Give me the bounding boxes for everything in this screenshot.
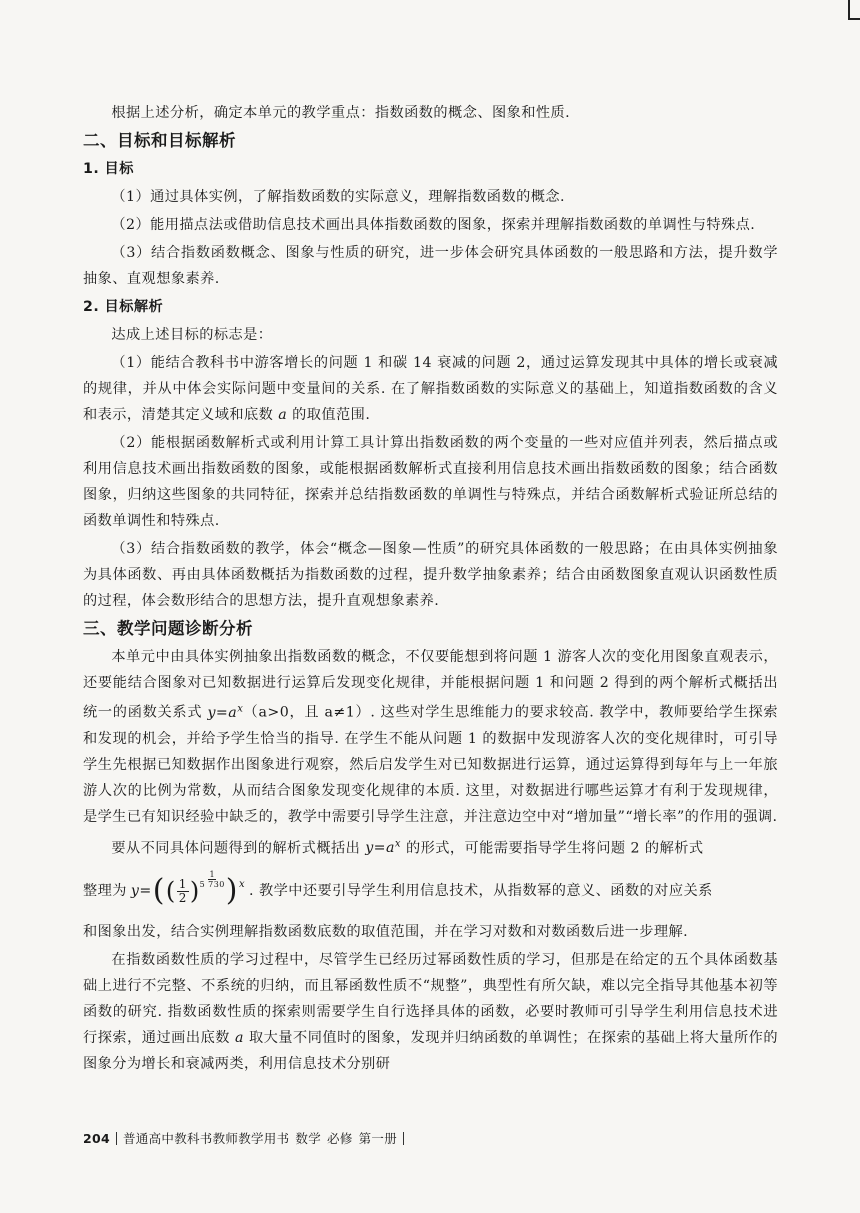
formula-line bbox=[83, 867, 778, 915]
exponent-fraction bbox=[200, 870, 225, 889]
subsection-goals-heading: 1. 目标 bbox=[83, 161, 134, 177]
crop-mark bbox=[848, 0, 860, 20]
page-number: 204 bbox=[83, 1130, 110, 1146]
outer-paren-left: ( bbox=[152, 873, 165, 909]
footer-divider-end bbox=[403, 1132, 404, 1145]
formula-exponent: x bbox=[237, 703, 244, 714]
outer-exponent: x bbox=[238, 879, 246, 891]
diagnosis-3-text: 在指数函数性质的学习过程中，尽管学生已经历过幂函数性质的学习，但那是在给定的五个具体函数基础上进行不完整、不系统的归纳，而且幂函数性质不“规整”，典型性有所欠缺，难以完全指导其他基本初等函数的研究. 指数函数性质的探索则需要学生自行选择具体的函数，必要时教师可引导学生利用信息技术进行探索，通过画出底数 bbox=[83, 952, 778, 1047]
subject: 数学 bbox=[295, 1131, 322, 1146]
diagnosis-2-text: 要从不同具体问题得到的解析式概括出 bbox=[111, 840, 366, 857]
exponent-numerator: 1 bbox=[209, 870, 215, 880]
diagnosis-3 bbox=[83, 947, 778, 1077]
subsection-analysis-heading: 2. 目标解析 bbox=[83, 299, 164, 315]
exp-formula bbox=[207, 705, 243, 721]
page-footer bbox=[83, 1129, 404, 1147]
diagnosis-2 bbox=[83, 832, 778, 862]
page-content bbox=[83, 100, 778, 1079]
exponent-denominator: 5 730 bbox=[199, 880, 225, 890]
diagnosis-2-continued: 和图象出发，结合实例理解指数函数底数的取值范围，并在学习对数和对数函数后进一步理解. bbox=[83, 924, 689, 941]
fraction-numerator: 1 bbox=[178, 876, 187, 891]
book-number: 第一册 bbox=[358, 1131, 398, 1146]
analysis-2: （2）能根据函数解析式或利用计算工具计算出指数函数的两个变量的一些对应值并列表，然后描点或利用信息技术画出指数函数的图象，或能根据函数解析式直接利用信息技术画出指数函数的图象；结合函数图象，归纳这些图象的共同特征，探索并总结指数函数的单调性与特殊点，并结合函数解析式验证所总结的函数单调性和特殊点. bbox=[83, 435, 778, 529]
diagnosis-2-text-end: 的形式，可能需要指导学生将问题 2 的解析式 bbox=[401, 840, 704, 857]
formula-base: y=a bbox=[207, 704, 238, 721]
fraction-half bbox=[177, 878, 189, 905]
goal-2: （2）能用描点法或借助信息技术画出具体指数函数的图象，探索并理解指数函数的单调性与特殊点. bbox=[111, 217, 756, 233]
volume: 必修 bbox=[327, 1131, 353, 1146]
analysis-3: （3）结合指数函数的教学，体会“概念—图象—性质”的研究具体函数的一般思路；在由具体实例抽象为具体函数、再由具体函数概括为指数函数的过程，提升数学抽象素养；结合由函数图象直观认识函数性质的过程，体会数形结合的思想方法，提升直观想象素养. bbox=[83, 541, 778, 609]
diagnosis-3-text-end: 取大量不同值时的图象，发现并归纳函数的单调性；在探索的基础上将大量所作的图象分为增长和衰减两类，利用信息技术分别研 bbox=[83, 1030, 778, 1073]
section-2-heading: 二、目标和目标解析 bbox=[83, 131, 236, 150]
goal-3: （3）结合指数函数概念、图象与性质的研究，进一步体会研究具体函数的一般思路和方法，提升数学抽象、直观想象素养. bbox=[83, 245, 778, 287]
section-3-heading: 三、教学问题诊断分析 bbox=[83, 619, 253, 638]
inner-paren-right: ) bbox=[189, 877, 200, 906]
analysis-1-text: （1）能结合教科书中游客增长的问题 1 和碳 14 衰减的问题 2，通过运算发现其中具体的增长或衰减的规律，并从中体会实际问题中变量间的关系. 在了解指数函数的实际意义的基础上，知道指数函数的含义和表示，清楚其定义域和底数 bbox=[83, 355, 778, 423]
outer-paren-right: ) bbox=[225, 873, 238, 909]
analysis-1-text-end: 的取值范围. bbox=[287, 407, 371, 423]
formula-base-2: y=a bbox=[365, 840, 395, 857]
goal-1: （1）通过具体实例，了解指数函数的实际意义，理解指数函数的概念. bbox=[111, 189, 565, 205]
footer-divider bbox=[116, 1132, 117, 1145]
formula-line-lead: 整理为 bbox=[83, 883, 127, 900]
exp-formula-2 bbox=[365, 840, 401, 856]
diagnosis-1-text: 本单元中由具体实例抽象出指数函数的概念，不仅要能想到将问题 1 游客人次的变化用图象直观表示，还要能结合图象对已知数据进行运算后发现变化规律，并能根据问题 1 和问题 2 得到的两个解析式概括出统一的函数关系式 bbox=[83, 649, 778, 721]
formula-exponent-2: x bbox=[394, 838, 402, 850]
formula-y: y= bbox=[130, 883, 152, 900]
diagnosis-1-text-end: . 这些对学生思维能力的要求较高. 教学中，教师要给学生探索和发现的机会，并给予学生恰当的指导. 在学生不能从问题 1 的数据中发现游客人次的变化规律时，可引导学生先根据已知数据作出图象进行观察，然后启发学生对已知数据进行运算，通过运算得到每年与上一年旅游人次的比例为常数，从而结合图象发现变化规律的本质. 这里，对数据进行哪些运算才有利于发现规律，是学生已有知识经验中缺乏的，教学中需要引导学生注意，并注意边空中对“增加量”“增长率”的作用的强调. bbox=[83, 704, 778, 825]
analysis-1 bbox=[83, 350, 778, 428]
var-a: a bbox=[278, 407, 288, 423]
carbon-decay-formula bbox=[130, 870, 246, 909]
inner-paren-left: ( bbox=[165, 877, 176, 906]
var-a-2: a bbox=[235, 1030, 244, 1047]
fraction-denominator: 2 bbox=[178, 890, 187, 905]
formula-condition: （a>0，且 a≠1） bbox=[243, 704, 371, 721]
intro-paragraph: 根据上述分析，确定本单元的教学重点：指数函数的概念、图象和性质. bbox=[111, 105, 571, 121]
diagnosis-1 bbox=[83, 644, 778, 830]
formula-line-tail: . 教学中还要引导学生利用信息技术，从指数幂的意义、函数的对应关系 bbox=[249, 883, 713, 900]
book-title: 普通高中教科书教师教学用书 bbox=[123, 1131, 290, 1146]
analysis-lead: 达成上述目标的标志是： bbox=[111, 327, 273, 343]
